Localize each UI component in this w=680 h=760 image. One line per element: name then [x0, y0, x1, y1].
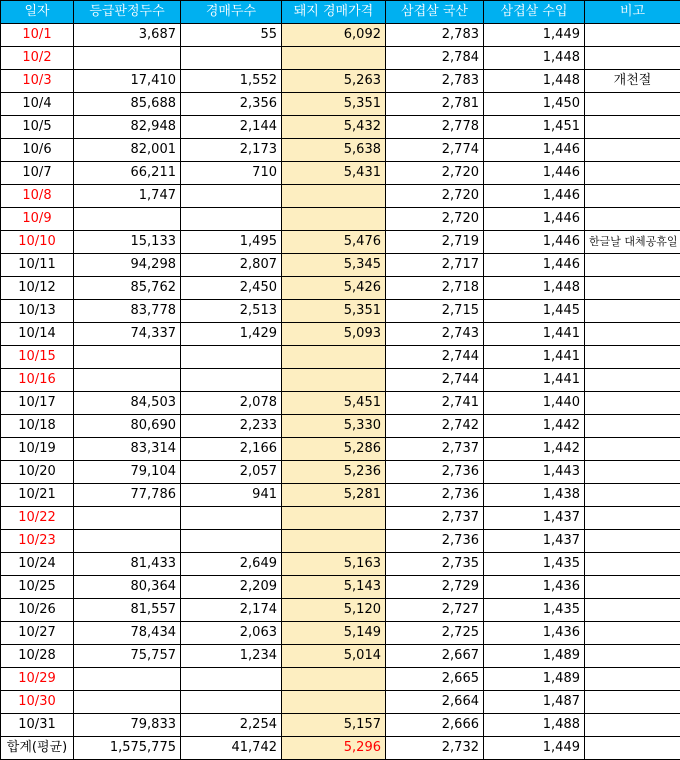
- cell-pork-belly-import: 1,487: [484, 691, 585, 714]
- cell-pork-belly-domestic: 2,718: [386, 277, 484, 300]
- cell-auction-price: [282, 668, 386, 691]
- header-auction-price: 돼지 경매가격: [282, 1, 386, 24]
- cell-date: 10/25: [1, 576, 74, 599]
- cell-grade-count: [74, 208, 181, 231]
- cell-pork-belly-import: 1,488: [484, 714, 585, 737]
- cell-grade-count: [74, 691, 181, 714]
- cell-date: 10/21: [1, 484, 74, 507]
- cell-note: [585, 461, 680, 484]
- cell-pork-belly-import: 1,436: [484, 622, 585, 645]
- cell-date: 10/16: [1, 369, 74, 392]
- cell-auction-price: 5,149: [282, 622, 386, 645]
- cell-auction-count: [181, 668, 282, 691]
- total-row: [1, 737, 680, 760]
- total-grade: 1,575,775: [74, 737, 181, 760]
- cell-pork-belly-import: 1,443: [484, 461, 585, 484]
- cell-pork-belly-import: 1,438: [484, 484, 585, 507]
- cell-auction-price: [282, 369, 386, 392]
- cell-date: 10/22: [1, 507, 74, 530]
- header-note: 비고: [585, 1, 680, 24]
- cell-pork-belly-domestic: 2,729: [386, 576, 484, 599]
- cell-note: [585, 484, 680, 507]
- cell-date: 10/18: [1, 415, 74, 438]
- table-row: [1, 208, 680, 231]
- cell-pork-belly-import: 1,446: [484, 139, 585, 162]
- table-row: [1, 599, 680, 622]
- cell-date: 10/30: [1, 691, 74, 714]
- cell-auction-count: 2,078: [181, 392, 282, 415]
- cell-auction-price: [282, 691, 386, 714]
- cell-auction-count: 2,233: [181, 415, 282, 438]
- table-row: [1, 93, 680, 116]
- cell-note: [585, 162, 680, 185]
- cell-note: [585, 645, 680, 668]
- table-row: [1, 24, 680, 47]
- cell-pork-belly-import: 1,442: [484, 438, 585, 461]
- cell-date: 10/13: [1, 300, 74, 323]
- cell-grade-count: 79,833: [74, 714, 181, 737]
- cell-auction-price: 5,476: [282, 231, 386, 254]
- total-price: 5,296: [282, 737, 386, 760]
- cell-note: [585, 93, 680, 116]
- cell-auction-price: 5,432: [282, 116, 386, 139]
- cell-date: 10/24: [1, 553, 74, 576]
- cell-auction-price: 5,451: [282, 392, 386, 415]
- cell-grade-count: [74, 47, 181, 70]
- cell-auction-price: 5,143: [282, 576, 386, 599]
- cell-pork-belly-import: 1,450: [484, 93, 585, 116]
- cell-pork-belly-domestic: 2,735: [386, 553, 484, 576]
- cell-note: [585, 507, 680, 530]
- cell-auction-count: 2,166: [181, 438, 282, 461]
- cell-pork-belly-import: 1,446: [484, 185, 585, 208]
- cell-grade-count: 80,364: [74, 576, 181, 599]
- cell-date: 10/11: [1, 254, 74, 277]
- cell-grade-count: [74, 507, 181, 530]
- header-grade-count: 등급판정두수: [74, 1, 181, 24]
- cell-date: 10/17: [1, 392, 74, 415]
- cell-auction-count: 55: [181, 24, 282, 47]
- cell-date: 10/1: [1, 24, 74, 47]
- cell-note: [585, 139, 680, 162]
- cell-pork-belly-domestic: 2,784: [386, 47, 484, 70]
- total-import: 1,449: [484, 737, 585, 760]
- table-row: [1, 369, 680, 392]
- cell-auction-price: 5,426: [282, 277, 386, 300]
- table-row: [1, 47, 680, 70]
- cell-grade-count: 1,747: [74, 185, 181, 208]
- cell-note: [585, 185, 680, 208]
- cell-date: 10/5: [1, 116, 74, 139]
- cell-pork-belly-domestic: 2,725: [386, 622, 484, 645]
- total-label: 합계(평균): [1, 737, 74, 760]
- cell-pork-belly-domestic: 2,720: [386, 208, 484, 231]
- total-auction: 41,742: [181, 737, 282, 760]
- cell-auction-count: [181, 346, 282, 369]
- table-row: [1, 530, 680, 553]
- cell-pork-belly-domestic: 2,736: [386, 484, 484, 507]
- cell-pork-belly-import: 1,448: [484, 70, 585, 93]
- cell-auction-count: 1,234: [181, 645, 282, 668]
- table-row: [1, 691, 680, 714]
- table-row: [1, 346, 680, 369]
- cell-note: [585, 24, 680, 47]
- cell-auction-count: [181, 47, 282, 70]
- cell-grade-count: 82,001: [74, 139, 181, 162]
- cell-pork-belly-domestic: 2,781: [386, 93, 484, 116]
- cell-grade-count: [74, 668, 181, 691]
- table-row: [1, 300, 680, 323]
- cell-pork-belly-import: 1,440: [484, 392, 585, 415]
- cell-auction-price: 5,093: [282, 323, 386, 346]
- table-row: [1, 714, 680, 737]
- cell-auction-count: 2,807: [181, 254, 282, 277]
- total-note: [585, 737, 680, 760]
- cell-pork-belly-import: 1,435: [484, 599, 585, 622]
- cell-auction-count: 1,429: [181, 323, 282, 346]
- cell-date: 10/28: [1, 645, 74, 668]
- cell-date: 10/29: [1, 668, 74, 691]
- cell-auction-price: 5,351: [282, 300, 386, 323]
- header-row: [1, 1, 680, 24]
- table-row: [1, 70, 680, 93]
- cell-auction-price: [282, 530, 386, 553]
- cell-pork-belly-import: 1,435: [484, 553, 585, 576]
- cell-grade-count: 82,948: [74, 116, 181, 139]
- cell-auction-price: 5,638: [282, 139, 386, 162]
- cell-date: 10/14: [1, 323, 74, 346]
- cell-date: 10/3: [1, 70, 74, 93]
- cell-auction-count: 2,513: [181, 300, 282, 323]
- table-row: [1, 415, 680, 438]
- cell-note: [585, 277, 680, 300]
- cell-pork-belly-import: 1,451: [484, 116, 585, 139]
- table-row: [1, 162, 680, 185]
- cell-pork-belly-domestic: 2,737: [386, 438, 484, 461]
- cell-auction-price: 5,286: [282, 438, 386, 461]
- cell-pork-belly-domestic: 2,667: [386, 645, 484, 668]
- cell-pork-belly-domestic: 2,664: [386, 691, 484, 714]
- cell-grade-count: 15,133: [74, 231, 181, 254]
- table-row: [1, 116, 680, 139]
- cell-grade-count: 81,433: [74, 553, 181, 576]
- cell-date: 10/23: [1, 530, 74, 553]
- header-date: 일자: [1, 1, 74, 24]
- cell-date: 10/27: [1, 622, 74, 645]
- cell-date: 10/7: [1, 162, 74, 185]
- cell-note: [585, 392, 680, 415]
- cell-pork-belly-import: 1,448: [484, 277, 585, 300]
- cell-auction-count: [181, 507, 282, 530]
- cell-pork-belly-domestic: 2,720: [386, 162, 484, 185]
- cell-pork-belly-domestic: 2,742: [386, 415, 484, 438]
- cell-auction-price: 5,431: [282, 162, 386, 185]
- cell-pork-belly-import: 1,445: [484, 300, 585, 323]
- cell-auction-count: [181, 691, 282, 714]
- cell-pork-belly-import: 1,446: [484, 162, 585, 185]
- cell-auction-count: 941: [181, 484, 282, 507]
- cell-date: 10/31: [1, 714, 74, 737]
- cell-grade-count: 80,690: [74, 415, 181, 438]
- cell-auction-count: 2,174: [181, 599, 282, 622]
- table-row: [1, 438, 680, 461]
- cell-pork-belly-domestic: 2,666: [386, 714, 484, 737]
- cell-grade-count: 74,337: [74, 323, 181, 346]
- cell-grade-count: 79,104: [74, 461, 181, 484]
- cell-note: [585, 622, 680, 645]
- cell-pork-belly-domestic: 2,744: [386, 369, 484, 392]
- cell-auction-count: 1,495: [181, 231, 282, 254]
- cell-pork-belly-domestic: 2,783: [386, 24, 484, 47]
- cell-grade-count: 66,211: [74, 162, 181, 185]
- cell-pork-belly-domestic: 2,720: [386, 185, 484, 208]
- cell-note: [585, 530, 680, 553]
- cell-auction-price: [282, 185, 386, 208]
- cell-grade-count: 85,688: [74, 93, 181, 116]
- cell-note: [585, 668, 680, 691]
- cell-grade-count: 17,410: [74, 70, 181, 93]
- table-row: [1, 139, 680, 162]
- cell-pork-belly-import: 1,442: [484, 415, 585, 438]
- cell-note: [585, 254, 680, 277]
- cell-pork-belly-domestic: 2,727: [386, 599, 484, 622]
- cell-auction-count: [181, 208, 282, 231]
- cell-auction-price: 5,345: [282, 254, 386, 277]
- cell-pork-belly-domestic: 2,665: [386, 668, 484, 691]
- cell-note: [585, 208, 680, 231]
- cell-note: [585, 346, 680, 369]
- cell-auction-price: [282, 346, 386, 369]
- cell-note: [585, 553, 680, 576]
- cell-pork-belly-import: 1,448: [484, 47, 585, 70]
- table-row: [1, 645, 680, 668]
- cell-note: [585, 369, 680, 392]
- table-row: [1, 323, 680, 346]
- cell-date: 10/9: [1, 208, 74, 231]
- table-row: [1, 277, 680, 300]
- cell-auction-price: 5,120: [282, 599, 386, 622]
- cell-pork-belly-import: 1,441: [484, 346, 585, 369]
- cell-note: [585, 714, 680, 737]
- table-row: [1, 254, 680, 277]
- cell-auction-count: [181, 369, 282, 392]
- header-pork-belly-import: 삼겹살 수입: [484, 1, 585, 24]
- cell-date: 10/26: [1, 599, 74, 622]
- cell-date: 10/10: [1, 231, 74, 254]
- cell-auction-price: 5,263: [282, 70, 386, 93]
- cell-pork-belly-domestic: 2,717: [386, 254, 484, 277]
- cell-auction-price: 5,163: [282, 553, 386, 576]
- cell-grade-count: 94,298: [74, 254, 181, 277]
- cell-pork-belly-domestic: 2,774: [386, 139, 484, 162]
- cell-auction-count: [181, 185, 282, 208]
- cell-auction-count: 2,209: [181, 576, 282, 599]
- table-row: [1, 185, 680, 208]
- cell-pork-belly-import: 1,436: [484, 576, 585, 599]
- cell-pork-belly-domestic: 2,741: [386, 392, 484, 415]
- cell-pork-belly-domestic: 2,715: [386, 300, 484, 323]
- cell-pork-belly-import: 1,489: [484, 668, 585, 691]
- cell-auction-price: [282, 208, 386, 231]
- cell-grade-count: 78,434: [74, 622, 181, 645]
- table-row: [1, 668, 680, 691]
- table-row: [1, 553, 680, 576]
- cell-note: [585, 576, 680, 599]
- cell-grade-count: [74, 346, 181, 369]
- cell-pork-belly-domestic: 2,737: [386, 507, 484, 530]
- cell-auction-count: 2,173: [181, 139, 282, 162]
- cell-note: [585, 300, 680, 323]
- cell-pork-belly-domestic: 2,778: [386, 116, 484, 139]
- cell-date: 10/4: [1, 93, 74, 116]
- cell-auction-price: 5,157: [282, 714, 386, 737]
- cell-pork-belly-import: 1,489: [484, 645, 585, 668]
- cell-grade-count: 85,762: [74, 277, 181, 300]
- cell-note: [585, 691, 680, 714]
- cell-auction-price: 5,281: [282, 484, 386, 507]
- cell-auction-count: 2,057: [181, 461, 282, 484]
- cell-grade-count: 81,557: [74, 599, 181, 622]
- header-pork-belly-domestic: 삼겹살 국산: [386, 1, 484, 24]
- table-row: [1, 392, 680, 415]
- cell-pork-belly-domestic: 2,744: [386, 346, 484, 369]
- cell-note: [585, 599, 680, 622]
- cell-note: [585, 438, 680, 461]
- cell-pork-belly-import: 1,446: [484, 254, 585, 277]
- cell-grade-count: [74, 530, 181, 553]
- cell-date: 10/15: [1, 346, 74, 369]
- cell-grade-count: 83,778: [74, 300, 181, 323]
- table-body: [1, 24, 680, 737]
- cell-note: [585, 415, 680, 438]
- cell-pork-belly-import: 1,437: [484, 530, 585, 553]
- table-row: [1, 484, 680, 507]
- cell-note: [585, 116, 680, 139]
- cell-pork-belly-import: 1,446: [484, 208, 585, 231]
- table-row: [1, 576, 680, 599]
- cell-auction-count: 2,254: [181, 714, 282, 737]
- cell-pork-belly-import: 1,449: [484, 24, 585, 47]
- cell-note: 개천절: [585, 70, 680, 93]
- cell-auction-price: 5,014: [282, 645, 386, 668]
- cell-pork-belly-domestic: 2,736: [386, 530, 484, 553]
- cell-auction-count: 2,356: [181, 93, 282, 116]
- cell-date: 10/12: [1, 277, 74, 300]
- cell-auction-count: 2,063: [181, 622, 282, 645]
- cell-grade-count: 3,687: [74, 24, 181, 47]
- total-domestic: 2,732: [386, 737, 484, 760]
- header-auction-count: 경매두수: [181, 1, 282, 24]
- cell-pork-belly-domestic: 2,719: [386, 231, 484, 254]
- cell-auction-count: 2,649: [181, 553, 282, 576]
- cell-auction-price: 6,092: [282, 24, 386, 47]
- cell-pork-belly-import: 1,437: [484, 507, 585, 530]
- cell-date: 10/8: [1, 185, 74, 208]
- cell-auction-count: 1,552: [181, 70, 282, 93]
- cell-auction-price: 5,351: [282, 93, 386, 116]
- cell-grade-count: 83,314: [74, 438, 181, 461]
- cell-note: [585, 47, 680, 70]
- cell-date: 10/20: [1, 461, 74, 484]
- cell-pork-belly-import: 1,441: [484, 323, 585, 346]
- cell-date: 10/19: [1, 438, 74, 461]
- table-row: [1, 231, 680, 254]
- cell-grade-count: 84,503: [74, 392, 181, 415]
- cell-grade-count: 77,786: [74, 484, 181, 507]
- cell-auction-price: [282, 507, 386, 530]
- cell-auction-price: [282, 47, 386, 70]
- cell-auction-count: 2,144: [181, 116, 282, 139]
- cell-grade-count: [74, 369, 181, 392]
- cell-auction-count: [181, 530, 282, 553]
- table-row: [1, 461, 680, 484]
- cell-grade-count: 75,757: [74, 645, 181, 668]
- cell-note: 한글날 대체공휴일: [585, 231, 680, 254]
- cell-pork-belly-domestic: 2,743: [386, 323, 484, 346]
- cell-auction-price: 5,236: [282, 461, 386, 484]
- cell-pork-belly-import: 1,446: [484, 231, 585, 254]
- cell-date: 10/2: [1, 47, 74, 70]
- cell-auction-count: 2,450: [181, 277, 282, 300]
- cell-date: 10/6: [1, 139, 74, 162]
- cell-note: [585, 323, 680, 346]
- cell-pork-belly-domestic: 2,736: [386, 461, 484, 484]
- cell-auction-price: 5,330: [282, 415, 386, 438]
- table-row: [1, 507, 680, 530]
- cell-pork-belly-domestic: 2,783: [386, 70, 484, 93]
- cell-pork-belly-import: 1,441: [484, 369, 585, 392]
- table-row: [1, 622, 680, 645]
- cell-auction-count: 710: [181, 162, 282, 185]
